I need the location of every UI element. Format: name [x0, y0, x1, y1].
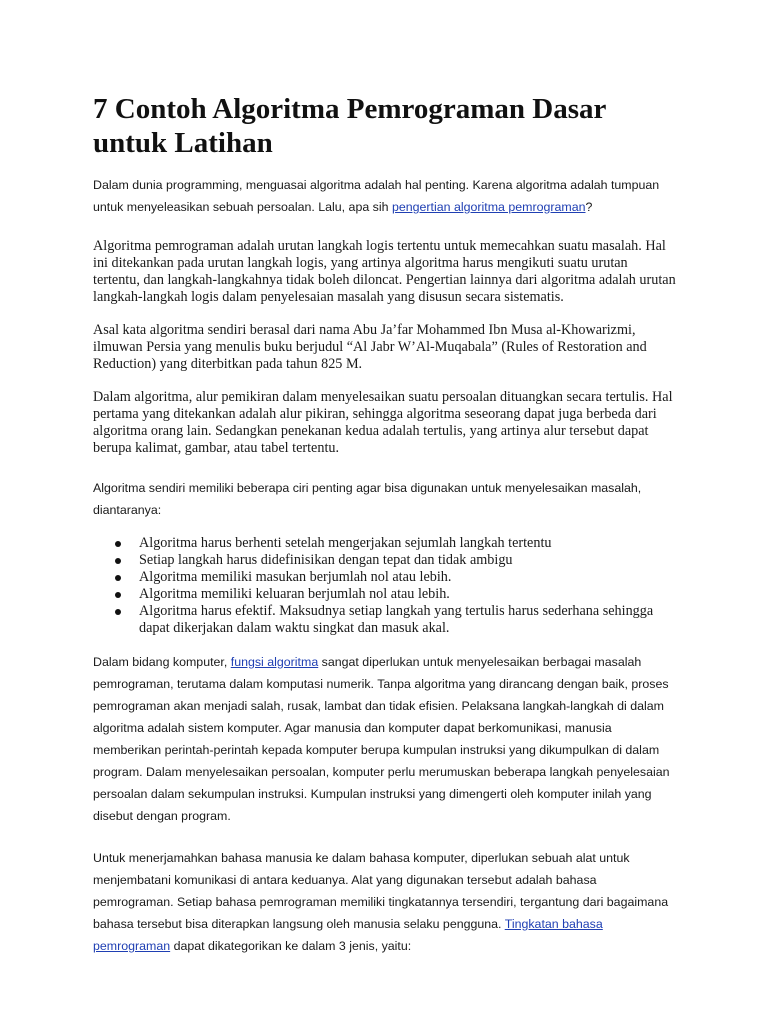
para5-text: Untuk menerjamahkan bahasa manusia ke dalam bahasa komputer, diperlukan sebuah alat untuk menjembatani komunikasi di antara keduanya. Alat yang digunakan tersebut adalah bahasa pemrograman. Setiap bahasa pemrograman memiliki tingkatannya tersendiri, tergantung dari bagaimana bahasa tersebut bisa diterapkan langsung oleh manusia selaku pengguna. — [93, 851, 669, 931]
list-item-text: Algoritma memiliki keluaran berjumlah nol atau lebih. — [139, 586, 450, 602]
list-item-text: Algoritma memiliki masukan berjumlah nol atau lebih. — [139, 569, 452, 585]
bullet-dot-icon — [115, 592, 121, 598]
paragraph-written-flow: Dalam algoritma, alur pemikiran dalam menyelesaikan suatu persoalan dituangkan secara tertulis. Hal pertama yang ditekankan adalah alur pikiran, sehingga algoritma seseorang dapat juga berbeda dari algoritma orang lain. Sedangkan penekanan kedua adalah tertulis, yang artinya alur tersebut dapat berupa kalimat, gambar, atau tabel tertentu. — [93, 389, 673, 456]
para4-text-end: sangat diperlukan untuk menyelesaikan berbagai masalah pemrograman, terutama dalam komputasi numerik. Tanpa algoritma yang dirancang dengan baik, proses pemrograman akan menjadi salah, rusak, lambat dan tidak efisien. Pelaksana langkah-langkah di dalam algoritma adalah sistem komputer. Agar manusia dan komputer dapat berkomunikasi, manusia memberikan perintah-perintah kepada komputer berupa kumpulan instruksi yang dikumpulkan di dalam program. Dalam menyelesaikan persoalan, komputer perlu merumuskan beberapa langkah penyelesaian persoalan dalam sekumpulan instruksi. Kumpulan instruksi yang dimengerti oleh komputer inilah yang disebut dengan program. — [93, 655, 670, 823]
link-fungsi-algoritma[interactable]: fungsi algoritma — [230, 655, 319, 669]
para5-text-end: dapat dikategorikan ke dalam 3 jenis, yaitu: — [170, 939, 412, 953]
list-item-text: Setiap langkah harus didefinisikan dengan tepat dan tidak ambigu — [139, 552, 513, 568]
paragraph-programming-language — [93, 847, 678, 957]
page-title: 7 Contoh Algoritma Pemrograman Dasar untuk Latihan — [93, 93, 606, 159]
intro-text-end: ? — [585, 200, 593, 214]
link-pengertian-algoritma[interactable]: pengertian algoritma pemrograman — [391, 200, 586, 214]
link-tingkatan-bahasa[interactable]: Tingkatan bahasa pemrograman — [93, 917, 603, 953]
paragraph-computer-field — [93, 651, 678, 827]
list-item-text: Algoritma harus efektif. Maksudnya setiap langkah yang tertulis harus sederhana sehingga dapat dikerjakan dalam waktu singkat dan masuk akal. — [139, 603, 654, 636]
paragraph-ciri-intro: Algoritma sendiri memiliki beberapa ciri penting agar bisa digunakan untuk menyelesaikan masalah, diantaranya: — [93, 481, 642, 517]
bullet-dot-icon — [115, 609, 121, 615]
intro-text: Dalam dunia programming, menguasai algoritma adalah hal penting. Karena algoritma adalah tumpuan untuk menyeleasikan sebuah persoalan. Lalu, apa sih — [93, 178, 660, 214]
para4-text: Dalam bidang komputer, — [93, 655, 231, 669]
list-item — [115, 603, 678, 637]
bullet-list-ciri — [93, 535, 678, 637]
list-item — [115, 569, 678, 586]
paragraph-origin: Asal kata algoritma sendiri berasal dari nama Abu Ja’far Mohammed Ibn Musa al-Khowarizmi, ilmuwan Persia yang menulis buku berjudul “Al Jabr W’Al-Muqabala” (Rules of Restoration and Reduction) yang diterbitkan pada tahun 825 M. — [93, 322, 647, 372]
bullet-dot-icon — [115, 541, 121, 547]
list-item-text: Algoritma harus berhenti setelah mengerjakan sejumlah langkah tertentu — [139, 535, 552, 551]
intro-paragraph — [93, 174, 678, 218]
list-item — [115, 586, 678, 603]
list-item — [115, 535, 678, 552]
bullet-dot-icon — [115, 558, 121, 564]
paragraph-definition: Algoritma pemrograman adalah urutan langkah logis tertentu untuk memecahkan suatu masalah. Hal ini ditekankan pada urutan langkah logis, yang artinya algoritma harus mengikuti suatu urutan tertentu, dan langkah-langkahnya tidak boleh diloncat. Pengertian lainnya dari algoritma adalah urutan langkah-langkah logis dalam penyelesaian masalah yang disusun secara sistematis. — [93, 238, 676, 305]
list-item — [115, 552, 678, 569]
bullet-dot-icon — [115, 575, 121, 581]
